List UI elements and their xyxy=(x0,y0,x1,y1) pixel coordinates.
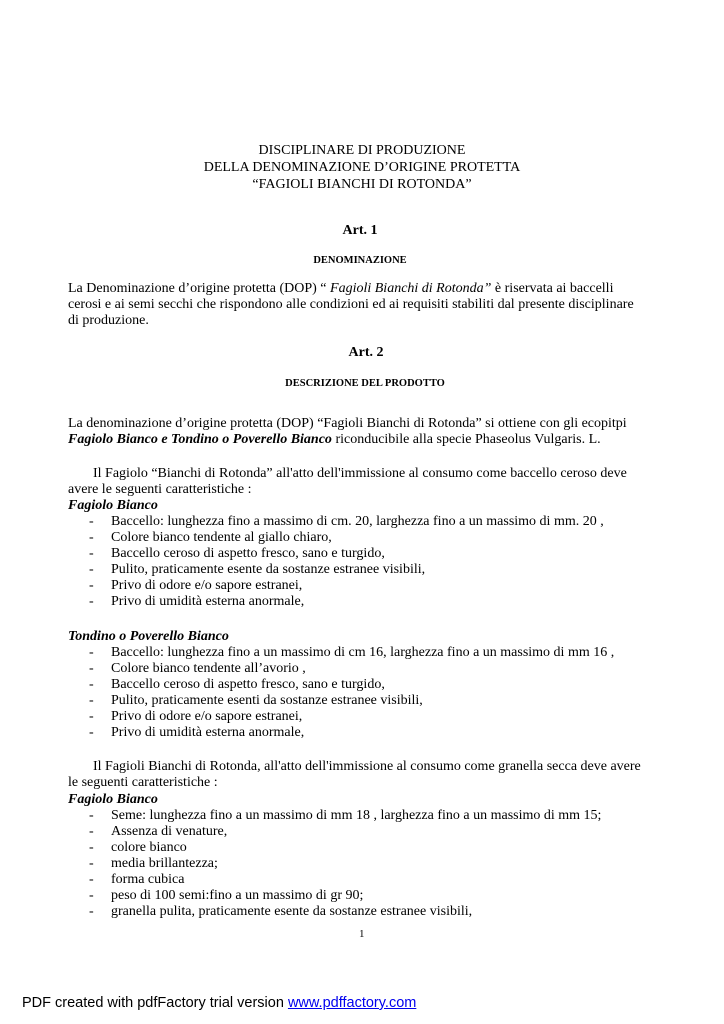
list-item: Baccello ceroso di aspetto fresco, sano e turgido, xyxy=(111,546,385,561)
list-item: media brillantezza; xyxy=(111,856,218,871)
art2-heading: Art. 2 xyxy=(348,345,384,360)
list-item: Privo di umidità esterna anormale, xyxy=(111,594,305,609)
art1-text-end: è riservata ai baccelli xyxy=(491,281,614,296)
pod-intro-line-1: Il Fagiolo “Bianchi di Rotonda” all'atto dell'immissione al consumo come baccello ceroso deve xyxy=(93,466,627,481)
art1-subheading: DENOMINAZIONE xyxy=(313,255,407,266)
title-line-2: DELLA DENOMINAZIONE D’ORIGINE PROTETTA xyxy=(203,160,521,175)
footer-text: PDF created with pdfFactory trial version xyxy=(22,995,288,1011)
pdf-footer xyxy=(22,995,416,1011)
list-bullet: - xyxy=(89,904,94,919)
group1-list xyxy=(0,514,724,614)
art2-ecotypes: Fagiolo Bianco e Tondino o Poverello Bianco xyxy=(68,432,332,447)
list-bullet: - xyxy=(89,578,94,593)
title-line-1: DISCIPLINARE DI PRODUZIONE xyxy=(258,143,466,158)
pod-intro-line-2: avere le seguenti caratteristiche : xyxy=(68,482,252,497)
art1-paragraph-line-1 xyxy=(68,281,613,297)
list-bullet: - xyxy=(89,530,94,545)
dry-intro-line-1: Il Fagioli Bianchi di Rotonda, all'atto dell'immissione al consumo come granella secca deve avere xyxy=(93,759,641,774)
group3-title: Fagiolo Bianco xyxy=(68,792,158,807)
dry-intro-line-2: le seguenti caratteristiche : xyxy=(68,775,218,790)
group2-list xyxy=(0,645,724,745)
list-item: colore bianco xyxy=(111,840,187,855)
list-bullet: - xyxy=(89,840,94,855)
list-item: Colore bianco tendente all’avorio , xyxy=(111,661,306,676)
art2-intro-line-2 xyxy=(68,432,601,448)
art1-product-name: Fagioli Bianchi di Rotonda” xyxy=(330,281,492,296)
art1-heading: Art. 1 xyxy=(342,223,378,238)
list-item: Privo di odore e/o sapore estranei, xyxy=(111,709,303,724)
list-bullet: - xyxy=(89,808,94,823)
list-item: Pulito, praticamente esenti da sostanze estranee visibili, xyxy=(111,693,423,708)
list-item: Privo di umidità esterna anormale, xyxy=(111,725,305,740)
list-bullet: - xyxy=(89,888,94,903)
art2-species: riconducibile alla specie Phaseolus Vulgaris. L. xyxy=(331,432,601,447)
list-bullet: - xyxy=(89,514,94,529)
footer-link[interactable]: www.pdffactory.com xyxy=(287,995,417,1011)
art1-paragraph-line-3: di produzione. xyxy=(68,313,149,328)
list-bullet: - xyxy=(89,709,94,724)
group1-title: Fagiolo Bianco xyxy=(68,498,158,513)
page-number: 1 xyxy=(359,928,365,940)
art1-paragraph-line-2: cerosi e ai semi secchi che rispondono alle condizioni ed ai requisiti stabiliti dal presente disciplinare xyxy=(68,297,634,312)
art2-subheading: DESCRIZIONE DEL PRODOTTO xyxy=(285,378,445,389)
group2-title: Tondino o Poverello Bianco xyxy=(68,629,229,644)
list-item: Baccello: lunghezza fino a un massimo di cm 16, larghezza fino a un massimo di mm 16 , xyxy=(111,645,615,660)
art2-intro-line-1: La denominazione d’origine protetta (DOP) “Fagioli Bianchi di Rotonda” si ottiene con gli ecopitpi xyxy=(68,416,627,431)
list-bullet: - xyxy=(89,824,94,839)
list-bullet: - xyxy=(89,661,94,676)
list-bullet: - xyxy=(89,645,94,660)
list-bullet: - xyxy=(89,677,94,692)
title-line-3: “FAGIOLI BIANCHI DI ROTONDA” xyxy=(252,177,472,192)
group3-list xyxy=(0,808,724,923)
list-item: Pulito, praticamente esente da sostanze estranee visibili, xyxy=(111,562,426,577)
list-item: Privo di odore e/o sapore estranei, xyxy=(111,578,303,593)
list-bullet: - xyxy=(89,872,94,887)
list-item: peso di 100 semi:fino a un massimo di gr 90; xyxy=(111,888,364,903)
list-item: forma cubica xyxy=(111,872,185,887)
list-bullet: - xyxy=(89,725,94,740)
art1-text: La Denominazione d’origine protetta (DOP) “ xyxy=(68,281,331,296)
list-item: granella pulita, praticamente esente da sostanze estranee visibili, xyxy=(111,904,473,919)
list-bullet: - xyxy=(89,856,94,871)
list-item: Assenza di venature, xyxy=(111,824,228,839)
list-item: Colore bianco tendente al giallo chiaro, xyxy=(111,530,332,545)
list-item: Seme: lunghezza fino a un massimo di mm 18 , larghezza fino a un massimo di mm 15; xyxy=(111,808,602,823)
list-item: Baccello ceroso di aspetto fresco, sano e turgido, xyxy=(111,677,385,692)
list-bullet: - xyxy=(89,546,94,561)
list-bullet: - xyxy=(89,693,94,708)
list-bullet: - xyxy=(89,562,94,577)
list-item: Baccello: lunghezza fino a massimo di cm. 20, larghezza fino a un massimo di mm. 20 , xyxy=(111,514,604,529)
list-bullet: - xyxy=(89,594,94,609)
